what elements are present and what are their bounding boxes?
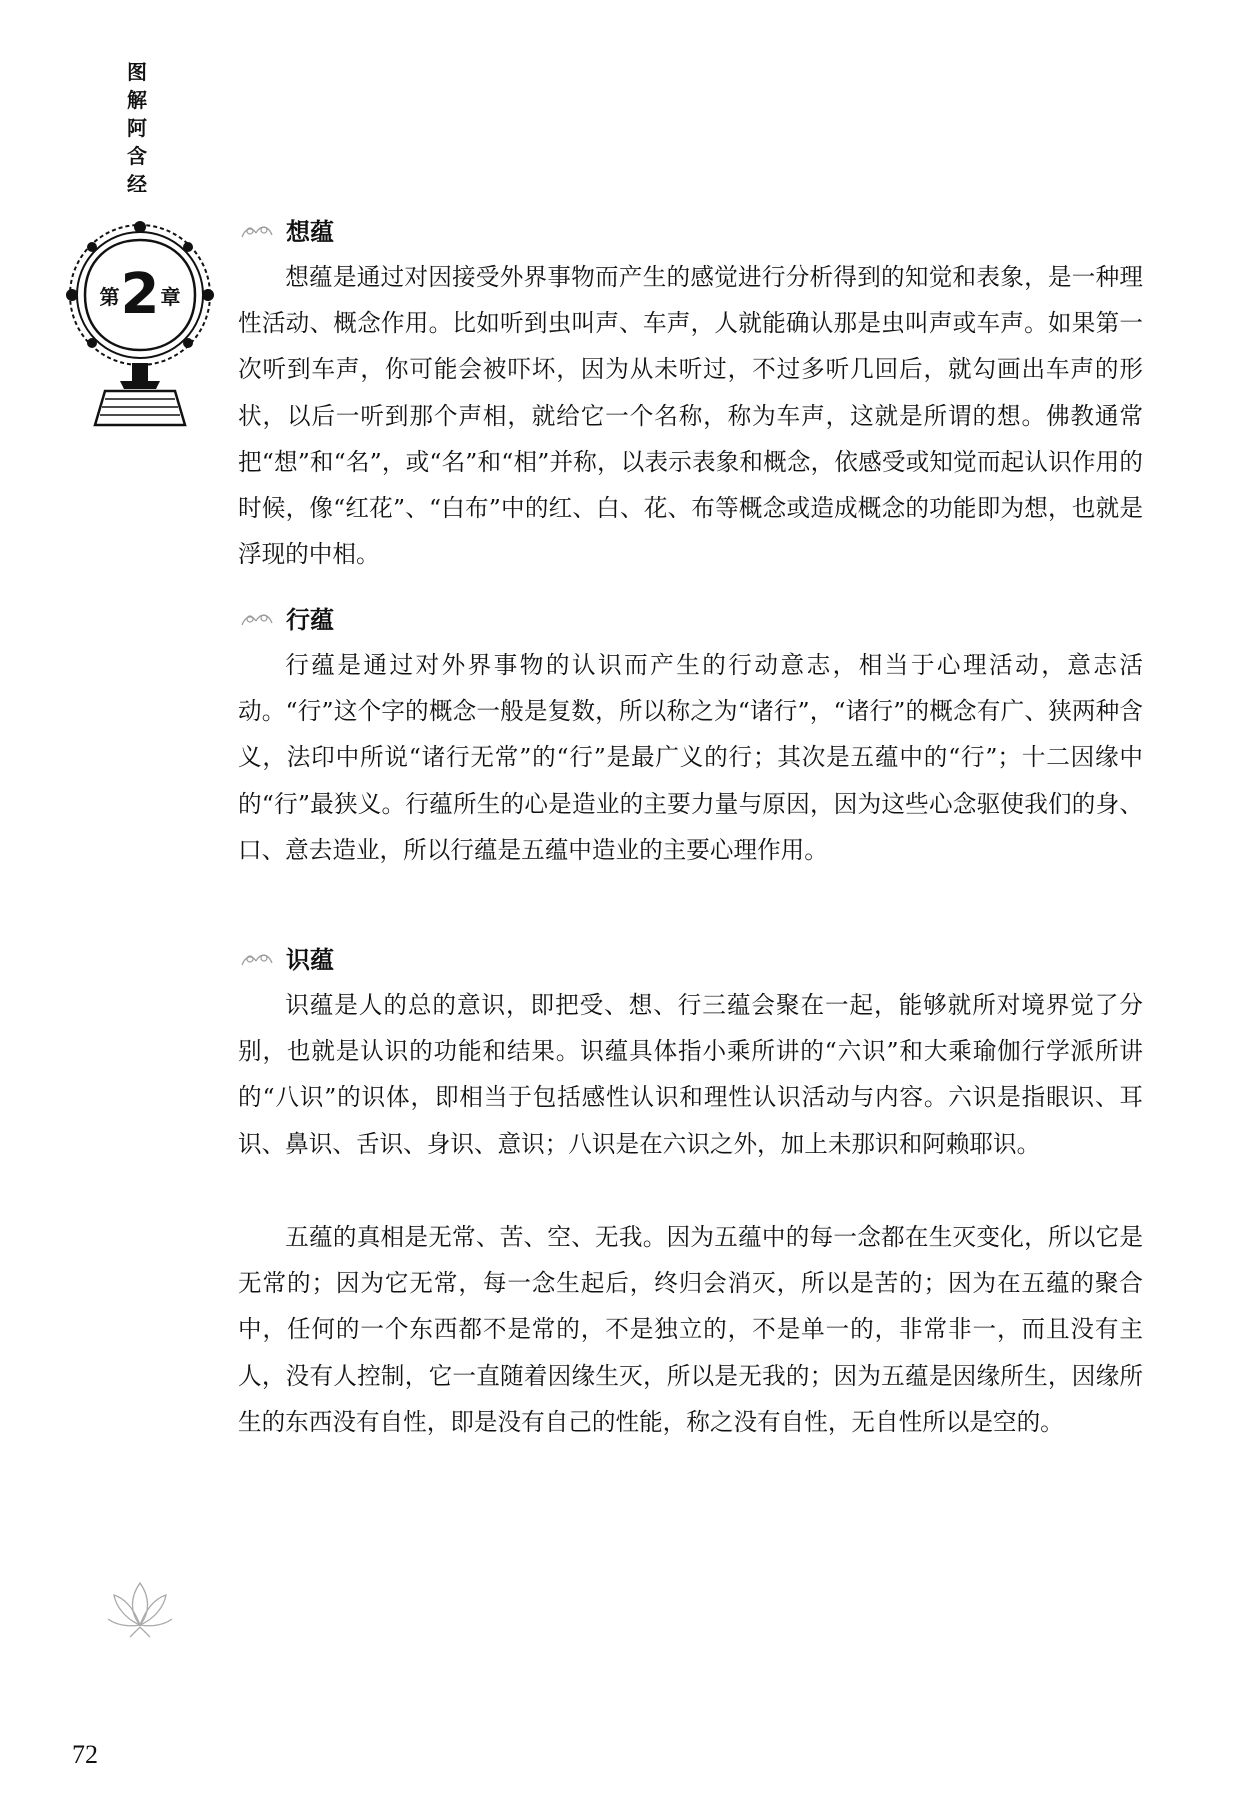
flower-ornament-icon (238, 609, 278, 631)
chapter-prefix: 第 (99, 284, 120, 309)
section-paragraph: 行蕴是通过对外界事物的认识而产生的行动意志，相当于心理活动，意志活动。“行”这个字的概念一般是复数，所以称之为“诸行”，“诸行”的概念有广、狭两种含义，法印中所说“诸行无常”的“行”是最广义的行；其次是五蕴中的“行”；十二因缘中的“行”最狭义。行蕴所生的心是造业的主要力量与原因，因为这些心念驱使我们的身、口、意去造业，所以行蕴是五蕴中造业的主要心理作用。 (238, 651, 1143, 864)
chapter-number: 2 (120, 262, 160, 327)
section-heading-xingyun (238, 602, 334, 638)
section-heading-shiyun (238, 942, 334, 978)
page-number: 72 (72, 1740, 98, 1769)
section-heading-text: 行蕴 (286, 606, 334, 634)
book-title-char: 含 (127, 144, 147, 168)
book-title-char: 经 (127, 172, 147, 196)
flower-ornament-icon (238, 221, 278, 243)
chapter-label (60, 262, 220, 327)
lotus-ornament-icon (100, 1575, 180, 1645)
section-heading-xiangyun (238, 214, 334, 250)
flower-ornament-icon (238, 949, 278, 971)
section-paragraph: 五蕴的真相是无常、苦、空、无我。因为五蕴中的每一念都在生灭变化，所以它是无常的；因为它无常，每一念生起后，终归会消灭，所以是苦的；因为在五蕴的聚合中，任何的一个东西都不是常的，不是独立的，不是单一的，非常非一，而且没有主人，没有人控制，它一直随着因缘生灭，所以是无我的；因为五蕴是因缘所生，因缘所生的东西没有自性，即是没有自己的性能，称之没有自性，无自性所以是空的。 (238, 1223, 1143, 1436)
book-title-vertical (122, 58, 152, 198)
book-title-char: 解 (127, 88, 147, 112)
book-title-char: 阿 (127, 116, 147, 140)
section-heading-text: 想蕴 (286, 218, 334, 246)
section-paragraph: 想蕴是通过对因接受外界事物而产生的感觉进行分析得到的知觉和表象，是一种理性活动、概念作用。比如听到虫叫声、车声，人就能确认那是虫叫声或车声。如果第一次听到车声，你可能会被吓坏，因为从未听过，不过多听几回后，就勾画出车声的形状，以后一听到那个声相，就给它一个名称，称为车声，这就是所谓的想。佛教通常把“想”和“名”，或“名”和“相”并称，以表示表象和概念，依感受或知觉而起认识作用的时候，像“红花”、“白布”中的红、白、花、布等概念或造成概念的功能即为想，也就是浮现的中相。 (238, 263, 1143, 569)
chapter-suffix: 章 (160, 284, 181, 309)
section-heading-text: 识蕴 (286, 946, 334, 974)
book-title-char: 图 (127, 60, 147, 84)
section-paragraph: 识蕴是人的总的意识，即把受、想、行三蕴会聚在一起，能够就所对境界觉了分别，也就是认识的功能和结果。识蕴具体指小乘所讲的“六识”和大乘瑜伽行学派所讲的“八识”的识体，即相当于包括感性认识和理性认识活动与内容。六识是指眼识、耳识、鼻识、舌识、身识、意识；八识是在六识之外，加上未那识和阿赖耶识。 (238, 991, 1143, 1158)
